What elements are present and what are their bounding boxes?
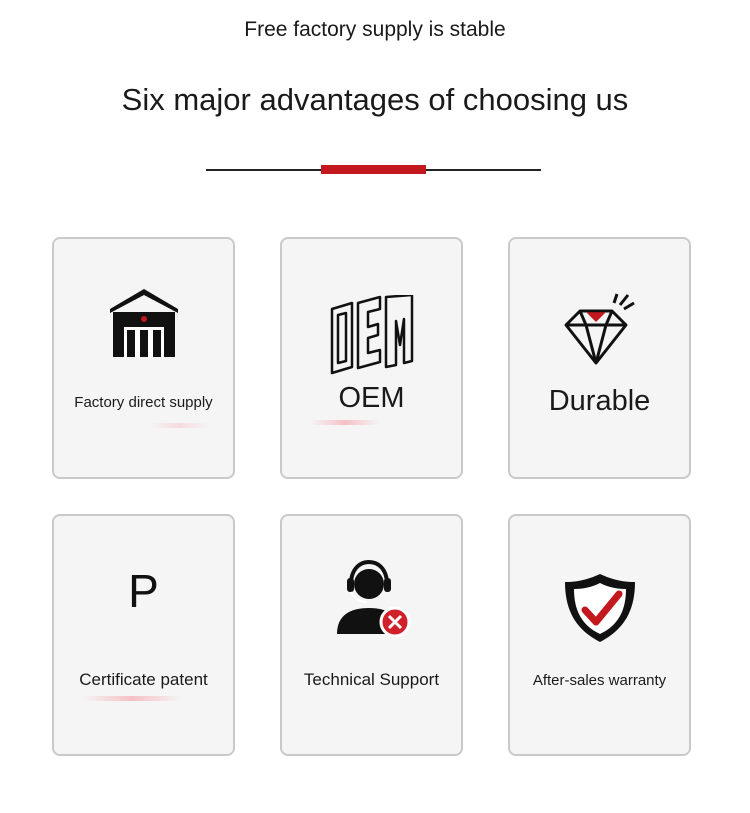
pink-underline (310, 420, 380, 425)
support-agent-icon (282, 558, 461, 638)
patent-icon (54, 564, 233, 618)
advantage-card-factory (52, 237, 235, 479)
oem-icon (282, 295, 461, 375)
card-label: Technical Support (303, 670, 440, 689)
advantage-card-patent (52, 514, 235, 756)
card-label: OEM (338, 382, 405, 414)
advantage-card-oem (280, 237, 463, 479)
page-title: Six major advantages of choosing us (121, 82, 629, 117)
advantage-card-durable (508, 237, 691, 479)
card-label: Certificate patent (79, 670, 208, 689)
factory-icon (54, 287, 233, 359)
title-divider-accent (321, 165, 426, 174)
advantage-card-support (280, 514, 463, 756)
pink-underline (149, 423, 209, 428)
card-label: After-sales warranty (532, 672, 667, 689)
patent-letter: P (128, 565, 159, 617)
shield-check-icon (510, 572, 689, 644)
advantage-card-warranty (508, 514, 691, 756)
pink-underline (82, 696, 182, 701)
card-label: Durable (548, 385, 651, 417)
diamond-icon (510, 291, 689, 367)
page-subtitle: Free factory supply is stable (244, 18, 506, 41)
card-label: Factory direct supply (74, 394, 213, 411)
